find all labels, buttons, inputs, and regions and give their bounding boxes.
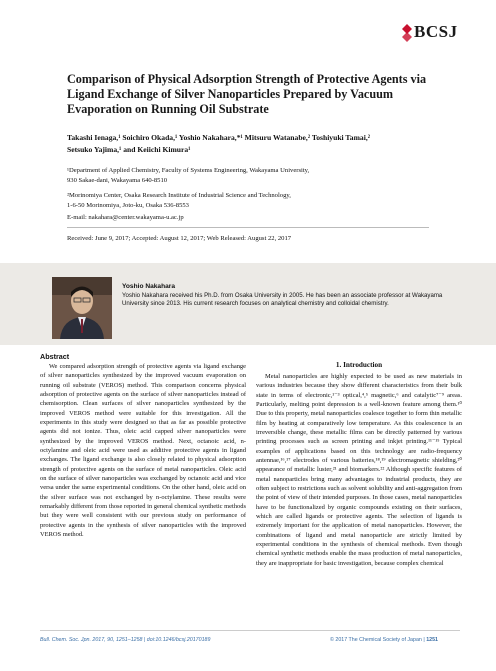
affiliation-1 bbox=[67, 166, 427, 185]
bio-name: Yoshio Nakahara bbox=[122, 283, 176, 290]
affiliation-1-line-1: ¹Department of Applied Chemistry, Faculty of Systems Engineering, Wakayama University, bbox=[67, 167, 310, 174]
author-list bbox=[67, 132, 427, 155]
footer-divider bbox=[40, 630, 460, 631]
affiliation-1-line-2: 930 Sakae-dani, Wakayama 640-8510 bbox=[67, 176, 168, 184]
divider bbox=[67, 227, 429, 228]
affiliation-2-line-2: 1-6-50 Morinomiya, Joto-ku, Osaka 536-8553 bbox=[67, 201, 189, 209]
journal-logo-text: BCSJ bbox=[414, 22, 458, 41]
journal-logo bbox=[400, 22, 460, 44]
footer-citation[interactable]: Bull. Chem. Soc. Jpn. 2017, 90, 1251–1258 | doi:10.1246/bcsj.20170189 bbox=[40, 637, 211, 643]
authors-line-1: Takashi Ienaga,¹ Soichiro Okada,¹ Yoshio Nakahara,*¹ Mitsuru Watanabe,² Toshiyuki Tamai,² bbox=[67, 133, 370, 142]
footer-page-number: 1251 bbox=[426, 637, 438, 643]
footer-copyright-text: © 2017 The Chemical Society of Japan | bbox=[330, 637, 425, 643]
bio-text: Yoshio Nakahara received his Ph.D. from Osaka University in 2005. He has been an associate professor at Wakayama University since 2013. His current research focuses on analytical chemistry and colloidal chemistry. bbox=[122, 292, 443, 308]
affiliation-2-line-1: ²Morinomiya Center, Osaka Research Institute of Industrial Science and Technology, bbox=[67, 192, 291, 199]
journal-logo-icon bbox=[400, 23, 414, 43]
author-photo bbox=[52, 277, 112, 339]
authors-line-2: Setsuko Yajima,¹ and Keiichi Kimura¹ bbox=[67, 144, 191, 154]
introduction-heading: 1. Introduction bbox=[335, 361, 383, 369]
abstract-heading: Abstract bbox=[40, 352, 70, 361]
footer-copyright bbox=[330, 637, 438, 643]
introduction-paragraph: Metal nanoparticles are highly expected to be used as new materials in various industries because they show different characteristics from their bulk state in terms of electronic,¹⁻³ optical,⁴,⁵ magnetic,⁶ and catalytic⁷⁻⁹ areas. Particularly, melting point depression is a well-known feature among them.¹⁰ Due to this property, metal nanoparticles coalesce together to form thin metallic film by heating at comparatively low temperature. As this coalescence is an irreversible change, these metallic films can be directly patterned by various printing processes such as screen printing and inkjet printing.¹¹⁻¹⁵ Typical examples of applications based on this technology are radio-frequency antennae,¹⁶,¹⁷ electrodes of various batteries,¹⁸,¹⁹ electromagnetic shielding,²⁰ appearance of metallic luster,²¹ and biomarkers.²² Although specific features of metal nanoparticles bring many advantages to industrial products, they are often subject to restrictions such as solvent solubility and anti-aggregation from the point of view of their intended purposes. In those cases, metal nanoparticles have to be functionalized by organic compounds existing on their surfaces, which are called ligands or protective agents. The selection of ligands is extremely important for the application of metal nanoparticles. However, the combinations of ligand and metal nanoparticle are strictly limited by experimental conditions in the synthesis of chemical methods. Even though chemical synthetic methods enable the mass production of metal nanoparticles, they are inappropriate for basic investigation, because complex chemical bbox=[256, 373, 462, 567]
affiliation-2 bbox=[67, 191, 427, 210]
abstract-paragraph: We compared adsorption strength of protective agents via ligand exchange of silver nanoparticles synthesized by the improved vacuum evaporation on running oil substrate (VEROS) method. This comparison concerns physical adsorption of protective agents on the surface of silver nanoparticles instead of chemisorption. Clean surfaces of silver nanoparticles synthesized by the improved VEROS method were suitable for this investigation. All the experiments in this study were designed so that as far as possible protective agents did not ionize. Thus, oleic acid capped silver nanoparticles were synthesized by the improved VEROS method. Next, octanoic acid, n-octylamine and oleic acid were used as additive protective agents in ligand exchanges. The ligand exchange is also closely related to physical adsorption strength of protective agents on the surface of metal nanoparticles. Oleic acid on the surface of silver nanoparticles was exchanged by octanoic acid and vice versa under the same experimental conditions. On the other hand, oleic acid on the silver surface was not exchanged by n-octylamine. These results were remarkably different from those reported in general chemical synthetic methods but they were well consistent with our previous study on performance of protective agents in the synthesis of silver nanoparticles with the improved VEROS method. bbox=[40, 363, 246, 538]
abstract-body bbox=[40, 362, 246, 539]
author-portrait-icon bbox=[52, 277, 112, 339]
article-title: Comparison of Physical Adsorption Strength of Protective Agents via Ligand Exchange of Silver Nanoparticles Prepared by Vacuum Evaporation on Running Oil Substrate bbox=[67, 72, 427, 116]
introduction-body bbox=[256, 372, 462, 568]
corresponding-email[interactable]: E-mail: nakahara@center.wakayama-u.ac.jp bbox=[67, 214, 184, 221]
received-dates: Received: June 9, 2017; Accepted: August 12, 2017; Web Released: August 22, 2017 bbox=[67, 235, 292, 242]
